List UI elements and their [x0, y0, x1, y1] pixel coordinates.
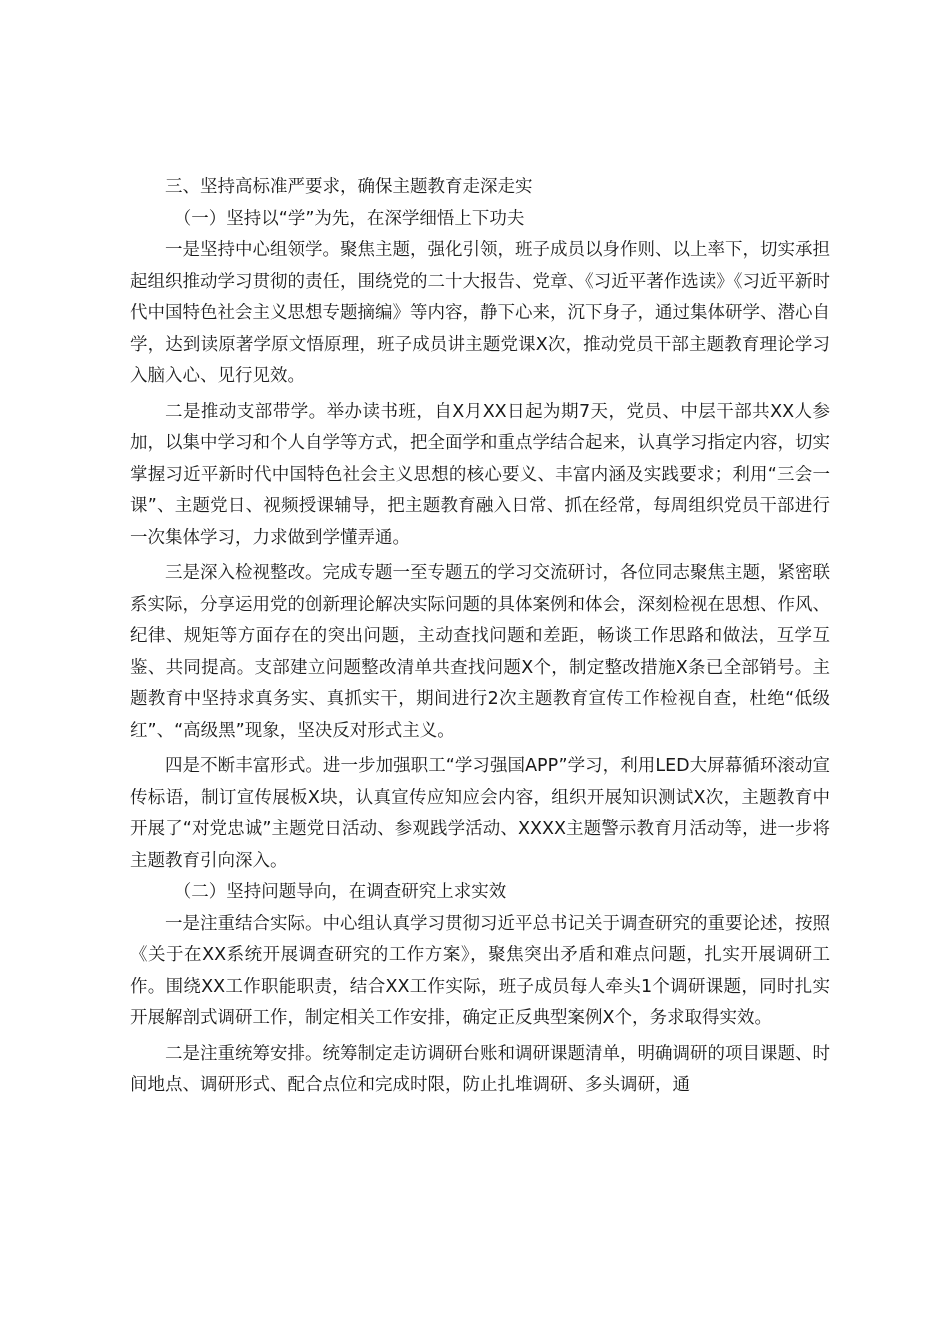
paragraph-planning: 二是注重统筹安排。统筹制定走访调研台账和调研课题清单，明确调研的项目课题、时间地点、调研形式、配合点位和完成时限，防止扎堆调研、多头调研，通	[130, 1043, 830, 1095]
subsection-heading-1: （一）坚持以“学”为先，在深学细悟上下功夫	[173, 208, 525, 229]
paragraph-inspection: 三是深入检视整改。完成专题一至专题五的学习交流研讨，各位同志聚焦主题，紧密联系实际，分享运用党的创新理论解决实际问题的具体案例和体会，深刻检视在思想、作风、纪律、规矩等方面存在的突出问题，主动查找问题和差距，畅谈工作思路和做法，互学互鉴、共同提高。支部建立问题整改清单共查找问题X个，制定整改措施X条已全部销号。主题教育中坚持求真务实、真抓实干，期间进行2次主题教育宣传工作检视自查，杜绝“低级红”、“高级黑”现象，坚决反对形式主义。	[130, 563, 830, 741]
paragraph-practice: 一是注重结合实际。中心组认真学习贯彻习近平总书记关于调查研究的重要论述，按照《关于在XX系统开展调查研究的工作方案》，聚焦突出矛盾和难点问题，扎实开展调研工作。围绕XX工作职能职责，结合XX工作实际，班子成员每人牵头1个调研课题，同时扎实开展解剖式调研工作，制定相关工作安排，确定正反典型案例X个，务求取得实效。	[130, 913, 830, 1028]
paragraph-forms: 四是不断丰富形式。进一步加强职工“学习强国APP”学习，利用LED大屏幕循环滚动宣传标语，制订宣传展板X块，认真宣传应知应会内容，组织开展知识测试X次，主题教育中开展了“对党忠诚”主题党日活动、参观践学活动、XXXX主题警示教育月活动等，进一步将主题教育引向深入。	[130, 756, 830, 871]
paragraph-central-group: 一是坚持中心组领学。聚焦主题，强化引领，班子成员以身作则、以上率下，切实承担起组织推动学习贯彻的责任，围绕党的二十大报告、党章、《习近平著作选读》《习近平新时代中国特色社会主义思想专题摘编》等内容，静下心来，沉下身子，通过集体研学、潜心自学，达到读原著学原文悟原理，班子成员讲主题党课X次，推动党员干部主题教育理论学习入脑入心、见行见效。	[130, 240, 830, 386]
subsection-heading-2: （二）坚持问题导向，在调查研究上求实效	[173, 882, 507, 902]
section-heading: 三、坚持高标准严要求，确保主题教育走深走实	[165, 177, 533, 197]
paragraph-branch-study: 二是推动支部带学。举办读书班，自X月XX日起为期7天，党员、中层干部共XX人参加，以集中学习和个人自学等方式，把全面学和重点学结合起来，认真学习指定内容，切实掌握习近平新时代中国特色社会主义思想的核心要义、丰富内涵及实践要求；利用“三会一课”、主题党日、视频授课辅导，把主题教育融入日常、抓在经常，每周组织党员干部进行一次集体学习，力求做到学懂弄通。	[130, 401, 830, 548]
document-body	[130, 172, 830, 1102]
